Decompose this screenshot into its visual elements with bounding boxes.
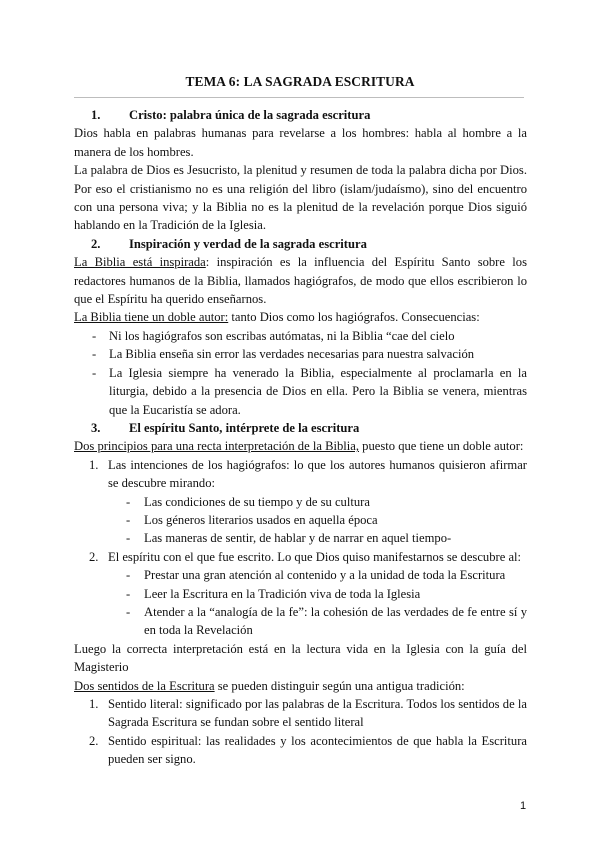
paragraph-text: se pueden distinguir según una antigua tradición: [214, 678, 465, 693]
paragraph-text: puesto que tiene un doble autor: [359, 439, 524, 454]
bullet-item: - La Biblia enseña sin error las verdades necesarias para nuestra salvación [74, 345, 527, 363]
page-title: TEMA 6: LA SAGRADA ESCRITURA [185, 74, 415, 89]
sub-bullet-item: - Los géneros literarios usados en aquella época [74, 511, 527, 529]
title-divider [74, 97, 524, 98]
item-text: Sentido literal: significado por las palabras de la Escritura. Todos los sentidos de la Sagrada Escritura se fundan sobre el sentido literal [108, 697, 527, 730]
underlined-text: La Biblia está inspirada [74, 255, 206, 270]
item-number: 1. [89, 697, 99, 711]
page-number: 1 [520, 800, 527, 812]
section-number: 3. [91, 420, 101, 435]
numbered-item [74, 695, 527, 732]
numbered-item [74, 732, 527, 769]
section-heading-text: El espíritu Santo, intérprete de la escritura [129, 420, 360, 435]
section-number: 2. [91, 236, 101, 251]
bullet-item: - Ni los hagiógrafos son escribas autómatas, ni la Biblia “cae del cielo [74, 327, 527, 345]
numbered-item [74, 548, 527, 566]
paragraph: Dios habla en palabras humanas para revelarse a los hombres: habla al hombre a la manera de los hombres. [74, 126, 527, 159]
paragraph [74, 677, 527, 695]
paragraph: La palabra de Dios es Jesucristo, la plenitud y resumen de toda la palabra dicha por Dios. Por eso el cristianismo no es una religión del libro (islam/judaísmo), sino del encuentro con una persona viva; y la Biblia no es la plenitud de la revelación porque Dios siguió hablando en la Tradición de la Iglesia. [74, 163, 527, 233]
item-text: El espíritu con el que fue escrito. Lo que Dios quiso manifestarnos se descubre al: [108, 549, 522, 564]
underlined-text: La Biblia tiene un doble autor: [74, 310, 229, 325]
sub-bullet-item: - Las maneras de sentir, de hablar y de narrar en aquel tiempo- [74, 529, 527, 547]
item-number: 2. [89, 549, 99, 564]
paragraph [74, 437, 527, 455]
paragraph [74, 253, 527, 308]
paragraph-text: tanto Dios como los hagiógrafos. Consecuencias: [228, 310, 480, 325]
document-body [74, 106, 527, 769]
underlined-text: Dos principios para una recta interpretación de la Biblia, [74, 439, 360, 454]
section-heading-text: Inspiración y verdad de la sagrada escritura [129, 236, 367, 251]
item-number: 1. [89, 457, 99, 472]
section-heading-2 [74, 235, 527, 253]
item-text: Sentido espiritual: las realidades y los acontecimientos de que habla la Escritura pueden ser signo. [108, 733, 527, 767]
section-heading-1 [74, 106, 527, 124]
item-number: 2. [89, 733, 99, 748]
bullet-item: - La Iglesia siempre ha venerado la Biblia, especialmente al proclamarla en la liturgia, debido a la presencia de Dios en ella. Pero la Biblia se venera, mientras que la Eucaristía se adora. [74, 364, 527, 419]
underlined-text: Dos sentidos de la Escritura [74, 678, 215, 693]
section-number: 1. [91, 108, 101, 122]
sub-bullet-item: - Leer la Escritura en la Tradición viva de toda la Iglesia [74, 585, 527, 603]
paragraph [74, 308, 527, 326]
numbered-item [74, 456, 527, 493]
sub-bullet-item: - Atender a la “analogía de la fe”: la cohesión de las verdades de fe entre sí y en toda la Revelación [74, 603, 527, 640]
item-text: Las intenciones de los hagiógrafos: lo que los autores humanos quisieron afirmar se descubre mirando: [108, 457, 527, 491]
sub-bullet-item: - Prestar una gran atención al contenido y a la unidad de toda la Escritura [74, 566, 527, 584]
paragraph-text: : inspiración es la influencia del Espíritu Santo sobre los redactores humanos de la Biblia, llamados hagiógrafos, de modo que ellos escribieron lo que el Espíritu ha querido enseñarnos. [74, 255, 527, 307]
sub-bullet-item: - Las condiciones de su tiempo y de su cultura [74, 493, 527, 511]
section-heading-text: Cristo: palabra única de la sagrada escritura [129, 108, 371, 122]
section-heading-3 [74, 419, 527, 437]
paragraph: Luego la correcta interpretación está en la lectura vida en la Iglesia con la guía del Magisterio [74, 641, 527, 675]
